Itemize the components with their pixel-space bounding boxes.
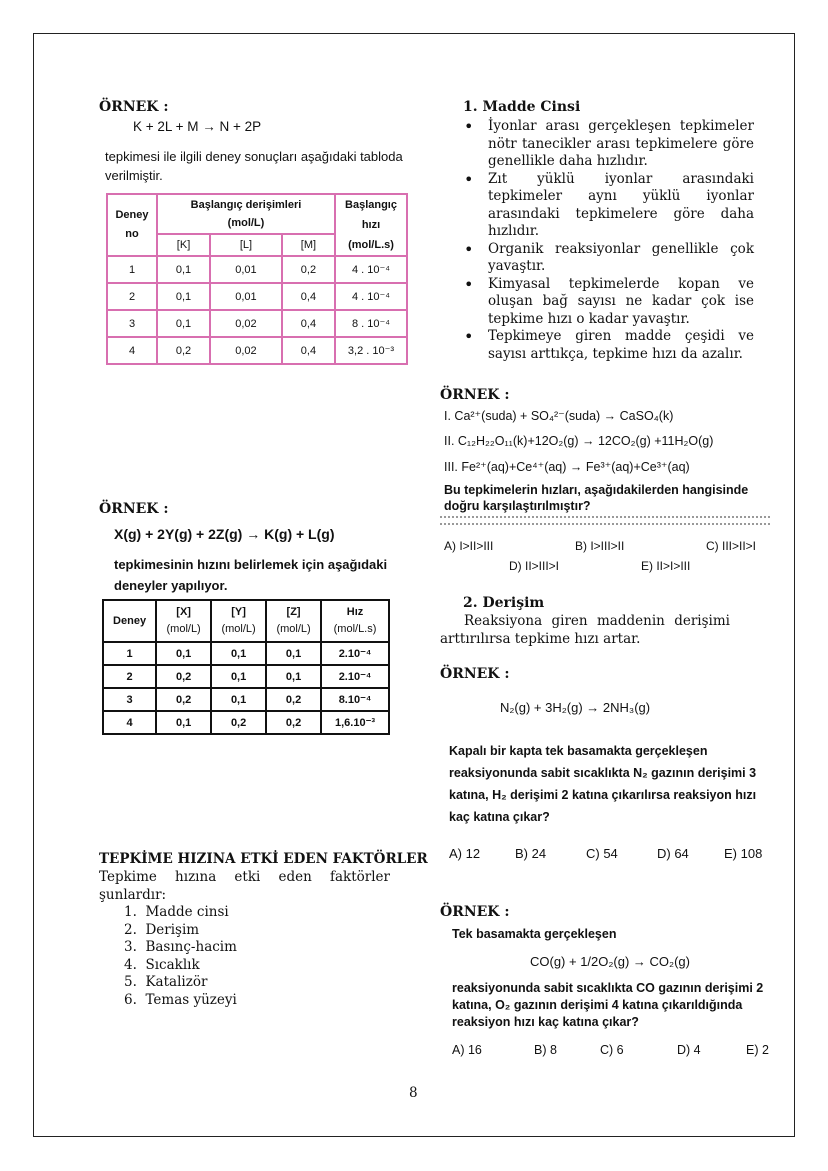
section-1-title: 1. Madde Cinsi (463, 99, 581, 115)
example-2-table (102, 599, 390, 735)
table-cell: 0,4 (282, 283, 335, 310)
example-3-reaction-3: III. Fe²⁺(aq)+Ce⁴⁺(aq) → Fe³⁺(aq)+Ce³⁺(aq) (444, 460, 690, 474)
list-item: 6. Temas yüzeyi (124, 991, 237, 1008)
example-1-title: ÖRNEK : (99, 99, 169, 115)
table-row (107, 337, 407, 364)
list-item: 4. Sıcaklık (124, 956, 200, 973)
example-2-title: ÖRNEK : (99, 501, 169, 517)
example-4-question: Kapalı bir kapta tek basamakta gerçekleşen reaksiyonunda sabit sıcaklıkta N₂ gazının derişimi 3 katına, H₂ derişimi 2 katına çıkarılırsa reaksiyon hızı kaç katına çıkar? (449, 744, 757, 824)
example-3-reaction-2: II. C₁₂H₂₂O₁₁(k)+12O₂(g) → 12CO₂(g) +11H₂O(g) (444, 434, 714, 448)
table-row (103, 665, 389, 688)
option-d: D) 4 (677, 1043, 701, 1057)
header-baslangic-derisimleri: Başlangıç derişimleri (mol/L) (157, 194, 335, 234)
factors-title: TEPKİME HIZINA ETKİ EDEN FAKTÖRLER (99, 851, 428, 867)
separator (440, 523, 770, 525)
table-cell: 8.10⁻⁴ (321, 688, 389, 711)
table-cell: 0,1 (211, 688, 266, 711)
table-header: [X] (mol/L) (156, 600, 211, 642)
table-cell: 0,1 (211, 642, 266, 665)
table-cell: 0,01 (210, 256, 282, 283)
table-cell: 0,1 (266, 642, 321, 665)
option-e: E) 2 (746, 1043, 769, 1057)
table-cell: 1,6.10⁻³ (321, 711, 389, 734)
header-baslangic-hizi: Başlangıç hızı (mol/L.s) (335, 194, 407, 256)
example-5-question: reaksiyonunda sabit sıcaklıkta CO gazının derişimi 2 katına, O₂ gazının derişimi 4 katına çıkarıldığında reaksiyon hızı kaç katına çıkar? (452, 981, 764, 1029)
option-b: B) 8 (534, 1043, 557, 1057)
example-2-intro: tepkimesinin hızını belirlemek için aşağıdaki deneyler yapılıyor. (114, 557, 388, 593)
table-cell: 8 . 10⁻⁴ (335, 310, 407, 337)
example-3-reaction-1: I. Ca²⁺(suda) + SO₄²⁻(suda) → CaSO₄(k) (444, 409, 674, 423)
table-row (107, 256, 407, 283)
example-4-reaction: N₂(g) + 3H₂(g) → 2NH₃(g) (500, 700, 651, 715)
table-cell: 3,2 . 10⁻³ (335, 337, 407, 364)
example-1-intro: tepkimesi ile ilgili deney sonuçları aşağıdaki tabloda verilmiştir. (105, 149, 403, 183)
table-cell: 0,2 (156, 688, 211, 711)
example-1-table (106, 193, 408, 365)
header-k: [K] (157, 234, 210, 256)
option-a: A) 16 (452, 1043, 482, 1057)
option-c: C) 6 (600, 1043, 624, 1057)
list-item: • Zıt yüklü iyonlar arasındaki tepkimeler aynı yüklü iyonlar arasındaki tepkimelere göre daha hızlıdır. (488, 171, 754, 241)
example-4-title: ÖRNEK : (440, 666, 510, 682)
table-cell: 0,1 (157, 256, 210, 283)
table-cell: 0,02 (210, 337, 282, 364)
table-cell: 0,2 (157, 337, 210, 364)
list-item: • Organik reaksiyonlar genellikle çok yavaştır. (488, 241, 754, 276)
table-cell: 0,01 (210, 283, 282, 310)
table-cell: 3 (107, 310, 157, 337)
section-2-title: 2. Derişim (463, 595, 545, 611)
example-2-reaction: X(g) + 2Y(g) + 2Z(g) → K(g) + L(g) (114, 526, 335, 542)
option-d: D) 64 (657, 846, 689, 861)
table-cell: 0,2 (211, 711, 266, 734)
table-cell: 4 . 10⁻⁴ (335, 283, 407, 310)
option-e: E) II>I>III (641, 559, 691, 573)
list-item: 3. Basınç-hacim (124, 939, 237, 955)
table-cell: 0,02 (210, 310, 282, 337)
table-cell: 4 (107, 337, 157, 364)
example-3-title: ÖRNEK : (440, 387, 510, 403)
option-c: C) 54 (586, 846, 618, 861)
option-e: E) 108 (724, 846, 763, 861)
example-1-reaction: K + 2L + M → N + 2P (133, 119, 262, 134)
example-5-title: ÖRNEK : (440, 904, 510, 920)
table-cell: 2 (107, 283, 157, 310)
option-b: B) 24 (515, 846, 547, 861)
table-header: [Y] (mol/L) (211, 600, 266, 642)
section-1-bullets (464, 118, 754, 363)
table-row (103, 711, 389, 734)
table-row (103, 688, 389, 711)
list-item: 2. Derişim (124, 921, 200, 938)
table-cell: 0,1 (266, 665, 321, 688)
table-cell: 0,1 (156, 642, 211, 665)
table-cell: 1 (107, 256, 157, 283)
example-5-lead: Tek basamakta gerçekleşen (452, 927, 617, 941)
option-a: A) 12 (449, 846, 481, 861)
table-cell: 0,1 (211, 665, 266, 688)
page-number: 8 (409, 1085, 418, 1101)
table-cell: 4 (103, 711, 156, 734)
header-deney: Deney no (107, 194, 157, 256)
table-header: [Z] (mol/L) (266, 600, 321, 642)
list-item: • Tepkimeye giren madde çeşidi ve sayısı arttıkça, tepkime hızı da azalır. (488, 328, 754, 363)
list-item: 1. Madde cinsi (124, 904, 229, 920)
table-cell: 1 (103, 642, 156, 665)
table-cell: 0,1 (156, 711, 211, 734)
table-cell: 0,2 (282, 256, 335, 283)
separator (440, 516, 770, 518)
table-row (103, 642, 389, 665)
header-l: [L] (210, 234, 282, 256)
factors-list (124, 904, 237, 1009)
table-cell: 0,2 (266, 711, 321, 734)
option-a: A) I>II>III (444, 539, 494, 553)
table-cell: 2 (103, 665, 156, 688)
table-cell: 0,1 (157, 283, 210, 310)
example-3-question: Bu tepkimelerin hızları, aşağıdakilerden hangisinde doğru karşılaştırılmıştır? (444, 483, 749, 513)
table-cell: 2.10⁻⁴ (321, 665, 389, 688)
list-item: 5. Katalizör (124, 974, 208, 990)
section-2-text: Reaksiyona giren maddenin derişimi arttırılırsa tepkime hızı artar. (440, 613, 730, 647)
table-cell: 0,2 (156, 665, 211, 688)
option-d: D) II>III>I (509, 559, 560, 573)
table-header: Deney (103, 600, 156, 642)
table-cell: 0,2 (266, 688, 321, 711)
table-row (107, 310, 407, 337)
table-cell: 0,1 (157, 310, 210, 337)
factors-intro: Tepkime hızına etki eden faktörler şunlardır: (99, 869, 390, 903)
table-cell: 2.10⁻⁴ (321, 642, 389, 665)
table-cell: 3 (103, 688, 156, 711)
table-cell: 4 . 10⁻⁴ (335, 256, 407, 283)
option-c: C) III>II>I (706, 539, 757, 553)
table-row (107, 283, 407, 310)
list-item: • İyonlar arası gerçekleşen tepkimeler nötr tanecikler arası tepkimelere göre genellikle daha hızlıdır. (488, 118, 754, 171)
table-header: Hız (mol/L.s) (321, 600, 389, 642)
option-b: B) I>III>II (575, 539, 625, 553)
header-m: [M] (282, 234, 335, 256)
table-cell: 0,4 (282, 337, 335, 364)
example-5-reaction: CO(g) + 1/2O₂(g) → CO₂(g) (530, 954, 690, 969)
table-cell: 0,4 (282, 310, 335, 337)
list-item: • Kimyasal tepkimelerde kopan ve oluşan bağ sayısı ne kadar çok ise tepkime hızı o kadar yavaştır. (488, 276, 754, 329)
